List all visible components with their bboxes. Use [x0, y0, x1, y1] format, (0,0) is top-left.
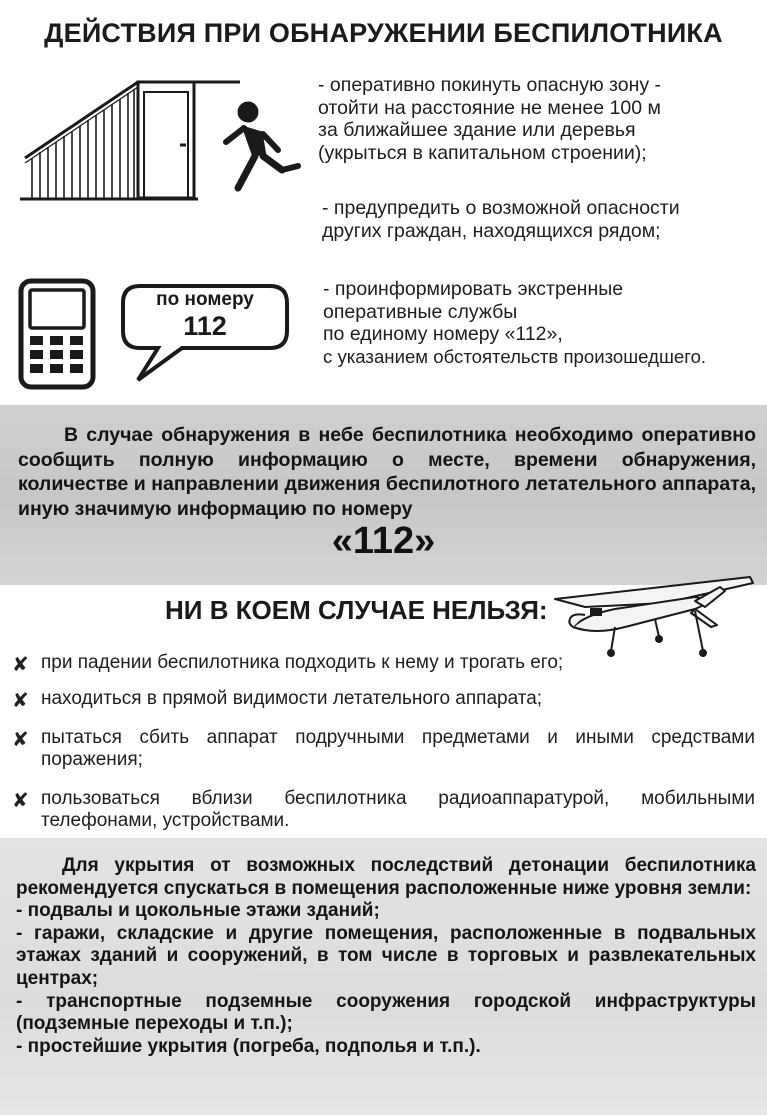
step-warn-citizens: - предупредить о возможной опасности других граждан, находящихся рядом; [322, 197, 680, 242]
phone-number-bubble [120, 283, 290, 383]
shelter-item: - транспортные подземные сооружения городской инфраструктуры (подземные переходы и т.п.); [16, 990, 756, 1035]
shelter-item: - гаражи, складские и другие помещения, расположенные в подвальных этажах зданий и сооружений, в том числе в торговых и развлекательных центрах; [16, 922, 756, 989]
bubble-number: 112 [183, 311, 227, 341]
building-exit-illustration [20, 70, 310, 205]
cross-icon: ✘ [12, 727, 29, 751]
cross-icon: ✘ [12, 788, 29, 812]
step-leave-danger-zone: - оперативно покинуть опасную зону - отойти на расстояние не менее 100 м за ближайшее здание или деревья (укрыться в капитальном строении); [318, 74, 662, 164]
step-call-emergency: - проинформировать экстренные оперативные службы по единому номеру «112», с указанием обстоятельств произошедшего. [323, 278, 707, 367]
alert-text: В случае обнаружения в небе беспилотника необходимо оперативно сообщить полную информацию о месте, времени обнаружения, количестве и направлении движения беспилотного летательного аппарата, иную значимую информацию по номеру [18, 424, 756, 520]
shelter-item: - подвалы и цокольные этажи зданий; [16, 900, 380, 922]
alert-number: «112» [331, 520, 436, 562]
shelter-item: - простейшие укрытия (погреба, подполья и т.п.). [16, 1035, 481, 1057]
building-icon [20, 82, 240, 199]
mobile-phone-icon [18, 278, 98, 392]
forbidden-title: НИ В КОЕМ СЛУЧАЕ НЕЛЬЗЯ: [165, 595, 548, 625]
page-title: ДЕЙСТВИЯ ПРИ ОБНАРУЖЕНИИ БЕСПИЛОТНИКА [44, 18, 723, 48]
cross-icon: ✘ [12, 688, 29, 712]
shelter-intro: Для укрытия от возможных последствий детонации беспилотника рекомендуется спускаться в помещения расположенные ниже уровня земли: [16, 855, 756, 899]
shelter-section [16, 855, 756, 1058]
cross-icon: ✘ [12, 652, 29, 676]
running-person-icon [226, 102, 298, 188]
bubble-label: по номеру [156, 289, 254, 310]
